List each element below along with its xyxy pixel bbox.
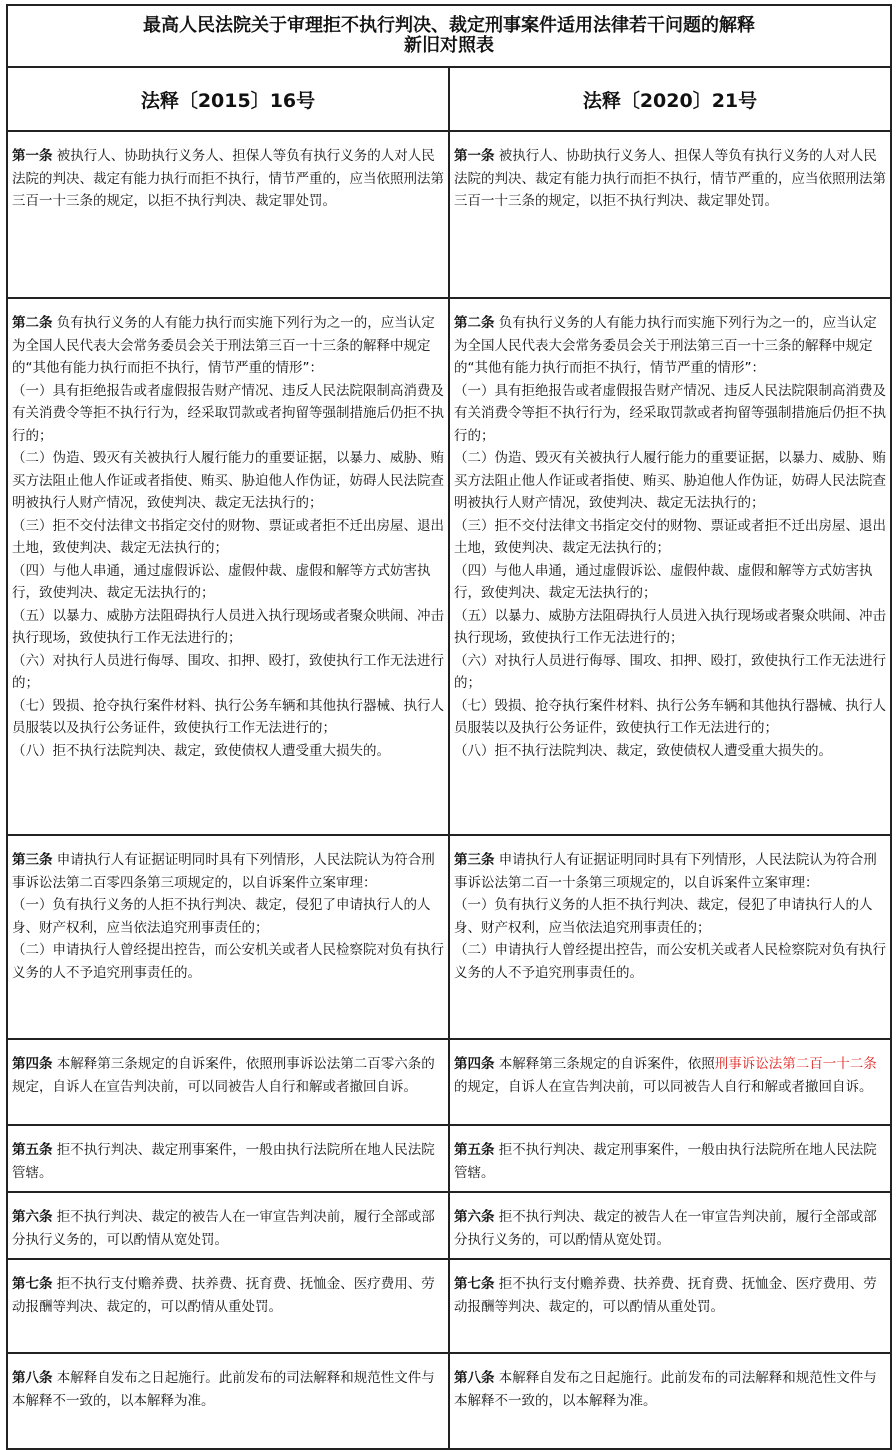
list-item: （二）伪造、毁灭有关被执行人履行能力的重要证据，以暴力、威胁、贿买方法阻止他人作证或者指使、贿买、胁迫他人作伪证，妨碍人民法院查明被执行人财产情况，致使判决、裁定无法执行的； <box>454 450 886 511</box>
list-item: （四）与他人串通，通过虚假诉讼、虚假仲裁、虚假和解等方式妨害执行，致使判决、裁定无法执行的； <box>12 562 431 601</box>
list-item: （五）以暴力、威胁方法阻碍执行人员进入执行现场或者聚众哄闹、冲击执行现场，致使执行工作无法进行的； <box>454 607 886 646</box>
paragraph <box>12 1367 445 1412</box>
article-row-5 <box>7 1125 891 1192</box>
list-item: （八）拒不执行法院判决、裁定，致使债权人遭受重大损失的。 <box>454 742 832 759</box>
title-row <box>7 5 891 67</box>
article-row-6 <box>7 1192 891 1259</box>
list-item: （一）负有执行义务的人拒不执行判决、裁定，侵犯了申请执行人的人身、财产权利，应当依法追究刑事责任的； <box>12 897 431 936</box>
comparison-table <box>6 4 892 1450</box>
new-article-3 <box>449 835 891 1039</box>
new-article-7 <box>449 1259 891 1353</box>
new-article-1 <box>449 131 891 298</box>
old-article-6 <box>7 1192 449 1259</box>
list-item: （四）与他人串通，通过虚假诉讼、虚假仲裁、虚假和解等方式妨害执行，致使判决、裁定无法执行的； <box>454 562 873 601</box>
new-article-5 <box>449 1125 891 1192</box>
article-number: 第八条 <box>12 1370 53 1386</box>
article-number: 第三条 <box>12 852 53 868</box>
list-item: （一）负有执行义务的人拒不执行判决、裁定，侵犯了申请执行人的人身、财产权利，应当依法追究刑事责任的； <box>454 897 873 936</box>
paragraph-text: 本解释自发布之日起施行。此前发布的司法解释和规范性文件与本解释不一致的，以本解释为准。 <box>454 1370 877 1409</box>
new-article-6 <box>449 1192 891 1259</box>
list-item: （五）以暴力、威胁方法阻碍执行人员进入执行现场或者聚众哄闹、冲击执行现场，致使执行工作无法进行的； <box>12 607 444 646</box>
old-article-5 <box>7 1125 449 1192</box>
list-item: （六）对执行人员进行侮辱、围攻、扣押、殴打，致使执行工作无法进行的； <box>12 652 444 691</box>
list-item: （七）毁损、抢夺执行案件材料、执行公务车辆和其他执行器械、执行人员服装以及执行公务证件，致使执行工作无法进行的； <box>454 697 886 736</box>
old-article-4 <box>7 1039 449 1125</box>
article-row-7 <box>7 1259 891 1353</box>
paragraph-text: 本解释第三条规定的自诉案件，依照刑事诉讼法第二百零六条的规定，自诉人在宣告判决前，可以同被告人自行和解或者撤回自诉。 <box>12 1056 435 1095</box>
list-item: （一）具有拒绝报告或者虚假报告财产情况、违反人民法院限制高消费及有关消费令等拒不执行行为，经采取罚款或者拘留等强制措施后仍拒不执行的； <box>12 382 444 444</box>
paragraph <box>12 849 445 894</box>
new-article-2 <box>449 298 891 835</box>
paragraph-text: 被执行人、协助执行义务人、担保人等负有执行义务的人对人民法院的判决、裁定有能力执行而拒不执行，情节严重的，应当依照刑法第三百一十三条的规定，以拒不执行判决、裁定罪处罚。 <box>12 148 444 209</box>
list-item: （三）拒不交付法律文书指定交付的财物、票证或者拒不迁出房屋、退出土地，致使判决、裁定无法执行的； <box>454 517 886 556</box>
article-row-2 <box>7 298 891 835</box>
article-row-8 <box>7 1353 891 1449</box>
paragraph-text: 负有执行义务的人有能力执行而实施下列行为之一的，应当认定为全国人民代表大会常务委员会关于刑法第三百一十三条的解释中规定的“其他有能力执行而拒不执行，情节严重的情形”： <box>12 315 435 376</box>
paragraph <box>12 312 445 380</box>
paragraph <box>12 1206 445 1251</box>
paragraph <box>12 145 445 213</box>
paragraph <box>12 1139 445 1184</box>
article-number: 第二条 <box>12 315 53 331</box>
list-item: （二）申请执行人曾经提出控告，而公安机关或者人民检察院对负有执行义务的人不予追究刑事责任的。 <box>12 942 444 981</box>
paragraph <box>454 145 887 213</box>
new-column-header: 法释〔2020〕21号 <box>449 67 891 131</box>
paragraph-text: 拒不执行支付赡养费、扶养费、抚育费、抚恤金、医疗费用、劳动报酬等判决、裁定的，可以酌情从重处罚。 <box>12 1276 435 1315</box>
paragraph-text: 拒不执行判决、裁定的被告人在一审宣告判决前，履行全部或部分执行义务的，可以酌情从宽处罚。 <box>12 1209 435 1248</box>
list-item: （七）毁损、抢夺执行案件材料、执行公务车辆和其他执行器械、执行人员服装以及执行公务证件，致使执行工作无法进行的； <box>12 697 444 736</box>
article-row-1 <box>7 131 891 298</box>
new-article-8 <box>449 1353 891 1449</box>
old-column-header: 法释〔2015〕16号 <box>7 67 449 131</box>
column-header-row <box>7 67 891 131</box>
amended-citation: 刑事诉讼法第二百一十二条 <box>714 1056 877 1072</box>
paragraph <box>12 1273 445 1318</box>
paragraph <box>454 1367 887 1412</box>
article-number: 第四条 <box>12 1056 53 1072</box>
paragraph <box>454 849 887 894</box>
paragraph-text: 拒不执行判决、裁定刑事案件，一般由执行法院所在地人民法院管辖。 <box>12 1142 435 1181</box>
article-number: 第六条 <box>12 1209 53 1225</box>
article-number: 第一条 <box>454 148 495 164</box>
title-line-1: 最高人民法院关于审理拒不执行判决、裁定刑事案件适用法律若干问题的解释 <box>143 15 755 36</box>
paragraph-text: 拒不执行判决、裁定刑事案件，一般由执行法院所在地人民法院管辖。 <box>454 1142 877 1181</box>
paragraph-text: 申请执行人有证据证明同时具有下列情形，人民法院认为符合刑事诉讼法第二百零四条第三项规定的，以自诉案件立案审理： <box>12 852 435 891</box>
article-row-4 <box>7 1039 891 1125</box>
new-article-4 <box>449 1039 891 1125</box>
article-number: 第三条 <box>454 852 495 868</box>
paragraph <box>454 312 887 380</box>
paragraph-text: 被执行人、协助执行义务人、担保人等负有执行义务的人对人民法院的判决、裁定有能力执行而拒不执行，情节严重的，应当依照刑法第三百一十三条的规定，以拒不执行判决、裁定罪处罚。 <box>454 148 886 209</box>
paragraph-text: 拒不执行判决、裁定的被告人在一审宣告判决前，履行全部或部分执行义务的，可以酌情从宽处罚。 <box>454 1209 877 1248</box>
paragraph <box>12 1053 445 1098</box>
paragraph-text: 申请执行人有证据证明同时具有下列情形，人民法院认为符合刑事诉讼法第二百一十条第三项规定的，以自诉案件立案审理： <box>454 852 877 891</box>
old-article-1 <box>7 131 449 298</box>
list-item: （二）申请执行人曾经提出控告，而公安机关或者人民检察院对负有执行义务的人不予追究刑事责任的。 <box>454 942 886 981</box>
paragraph <box>454 1139 887 1184</box>
paragraph <box>454 1053 887 1098</box>
article-number: 第七条 <box>12 1276 53 1292</box>
paragraph-text: 本解释自发布之日起施行。此前发布的司法解释和规范性文件与本解释不一致的，以本解释为准。 <box>12 1370 435 1409</box>
article-number: 第八条 <box>454 1370 495 1386</box>
list-item: （一）具有拒绝报告或者虚假报告财产情况、违反人民法院限制高消费及有关消费令等拒不执行行为，经采取罚款或者拘留等强制措施后仍拒不执行的； <box>454 382 886 444</box>
article-number: 第六条 <box>454 1209 495 1225</box>
paragraph-text-start: 本解释第三条规定的自诉案件，依照 <box>498 1056 715 1072</box>
article-number: 第七条 <box>454 1276 495 1292</box>
old-article-8 <box>7 1353 449 1449</box>
list-item: （八）拒不执行法院判决、裁定，致使债权人遭受重大损失的。 <box>12 742 390 759</box>
document-title <box>7 5 891 67</box>
paragraph <box>454 1206 887 1251</box>
article-number: 第一条 <box>12 148 53 164</box>
article-number: 第四条 <box>454 1056 495 1072</box>
old-article-3 <box>7 835 449 1039</box>
article-number: 第二条 <box>454 315 495 331</box>
old-article-7 <box>7 1259 449 1353</box>
list-item: （三）拒不交付法律文书指定交付的财物、票证或者拒不迁出房屋、退出土地，致使判决、裁定无法执行的； <box>12 517 444 556</box>
article-number: 第五条 <box>454 1142 495 1158</box>
paragraph <box>454 1273 887 1318</box>
paragraph-text-end: 的规定，自诉人在宣告判决前，可以同被告人自行和解或者撤回自诉。 <box>454 1078 873 1095</box>
list-item: （二）伪造、毁灭有关被执行人履行能力的重要证据，以暴力、威胁、贿买方法阻止他人作证或者指使、贿买、胁迫他人作伪证，妨碍人民法院查明被执行人财产情况，致使判决、裁定无法执行的； <box>12 450 444 511</box>
list-item: （六）对执行人员进行侮辱、围攻、扣押、殴打，致使执行工作无法进行的； <box>454 652 886 691</box>
paragraph-text: 负有执行义务的人有能力执行而实施下列行为之一的，应当认定为全国人民代表大会常务委员会关于刑法第三百一十三条的解释中规定的“其他有能力执行而拒不执行，情节严重的情形”： <box>454 315 877 376</box>
paragraph-text: 拒不执行支付赡养费、扶养费、抚育费、抚恤金、医疗费用、劳动报酬等判决、裁定的，可以酌情从重处罚。 <box>454 1276 877 1315</box>
old-article-2 <box>7 298 449 835</box>
title-line-2: 新旧对照表 <box>404 35 494 56</box>
article-number: 第五条 <box>12 1142 53 1158</box>
article-row-3 <box>7 835 891 1039</box>
